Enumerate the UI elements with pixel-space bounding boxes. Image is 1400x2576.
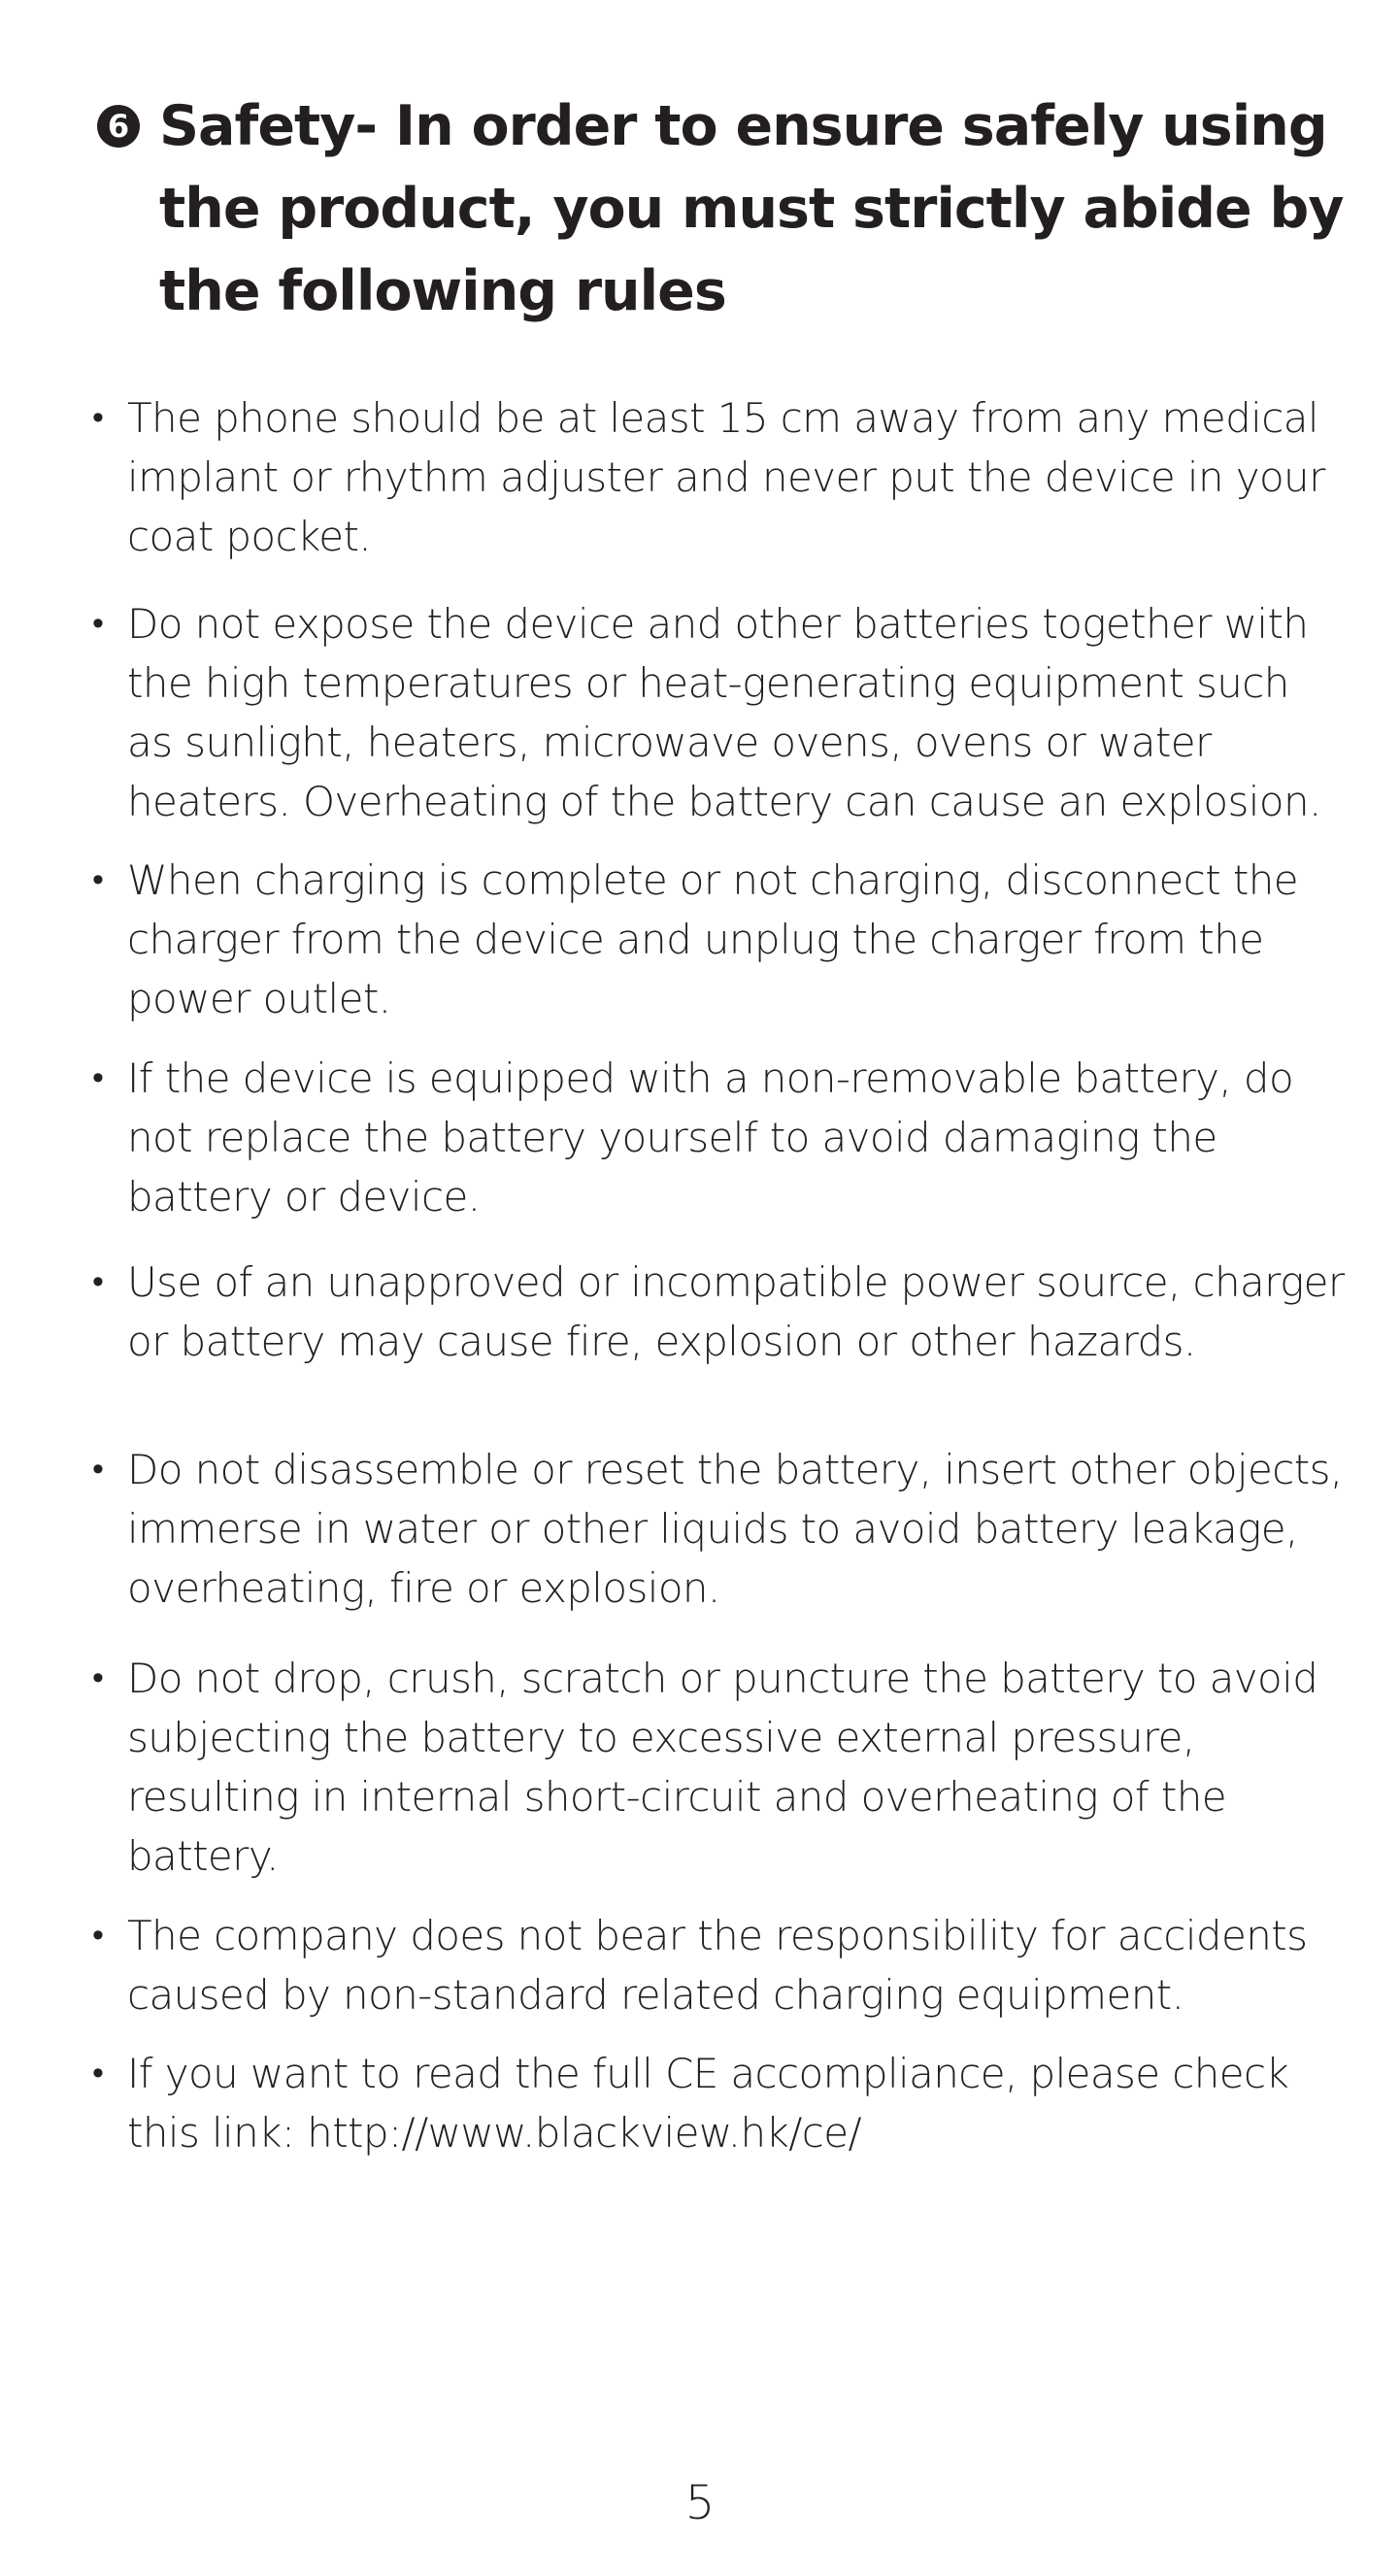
rule-text: Do not expose the device and other batteries together with the high temperatures or heat-generating equipment such as sunlight, heaters, microwave ovens, ovens or water heaters. Overheating of the battery can cause an explosion.	[127, 600, 1321, 825]
rule-text: Do not disassemble or reset the battery, insert other objects, immerse in water or other liquids to avoid battery leakage, overheating, fire or explosion.	[127, 1446, 1343, 1612]
rule-text: When charging is complete or not charging, disconnect the charger from the device and unplug the charger from the power outlet.	[127, 856, 1298, 1022]
page-number: 5	[684, 2476, 716, 2530]
rule-text: The company does not bear the responsibility for accidents caused by non-standard related charging equipment.	[127, 1912, 1308, 2019]
bullet-icon: •	[92, 1451, 104, 1488]
rule-text: Use of an unapproved or incompatible power source, charger or battery may cause fire, explosion or other hazards.	[127, 1258, 1345, 1365]
list-item	[92, 851, 1345, 1028]
list-item	[92, 1906, 1345, 2024]
rule-text: If you want to read the full CE accompliance, please check this link: http://www.blackview.hk/ce/	[127, 2050, 1289, 2157]
list-item	[92, 594, 1345, 831]
rule-text: If the device is equipped with a non-removable battery, do not replace the battery yourself to avoid damaging the battery or device.	[127, 1054, 1294, 1221]
bullet-icon: •	[92, 2055, 104, 2091]
circled-number-6-icon: 6	[97, 105, 140, 148]
bullet-icon: •	[92, 1263, 104, 1300]
section-title: Safety- In order to ensure safely using the product, you must strictly abide by the following rules	[159, 94, 1344, 323]
list-item	[92, 1649, 1345, 1886]
list-item	[92, 1253, 1345, 1371]
list-item	[92, 388, 1345, 566]
list-item	[92, 1049, 1345, 1226]
list-item	[92, 2044, 1345, 2162]
bullet-icon: •	[92, 1059, 104, 1096]
rule-text: The phone should be at least 15 cm away from any medical implant or rhythm adjuster and never put the device in your coat pocket.	[127, 394, 1325, 560]
section-heading	[97, 85, 1350, 333]
rule-text: Do not drop, crush, scratch or puncture the battery to avoid subjecting the battery to excessive external pressure, resulting in internal short-circuit and overheating of the battery.	[127, 1655, 1318, 1880]
list-item	[92, 1440, 1345, 1618]
bullet-icon: •	[92, 605, 104, 642]
bullet-icon: •	[92, 399, 104, 436]
bullet-icon: •	[92, 861, 104, 898]
bullet-icon: •	[92, 1659, 104, 1696]
bullet-icon: •	[92, 1917, 104, 1954]
